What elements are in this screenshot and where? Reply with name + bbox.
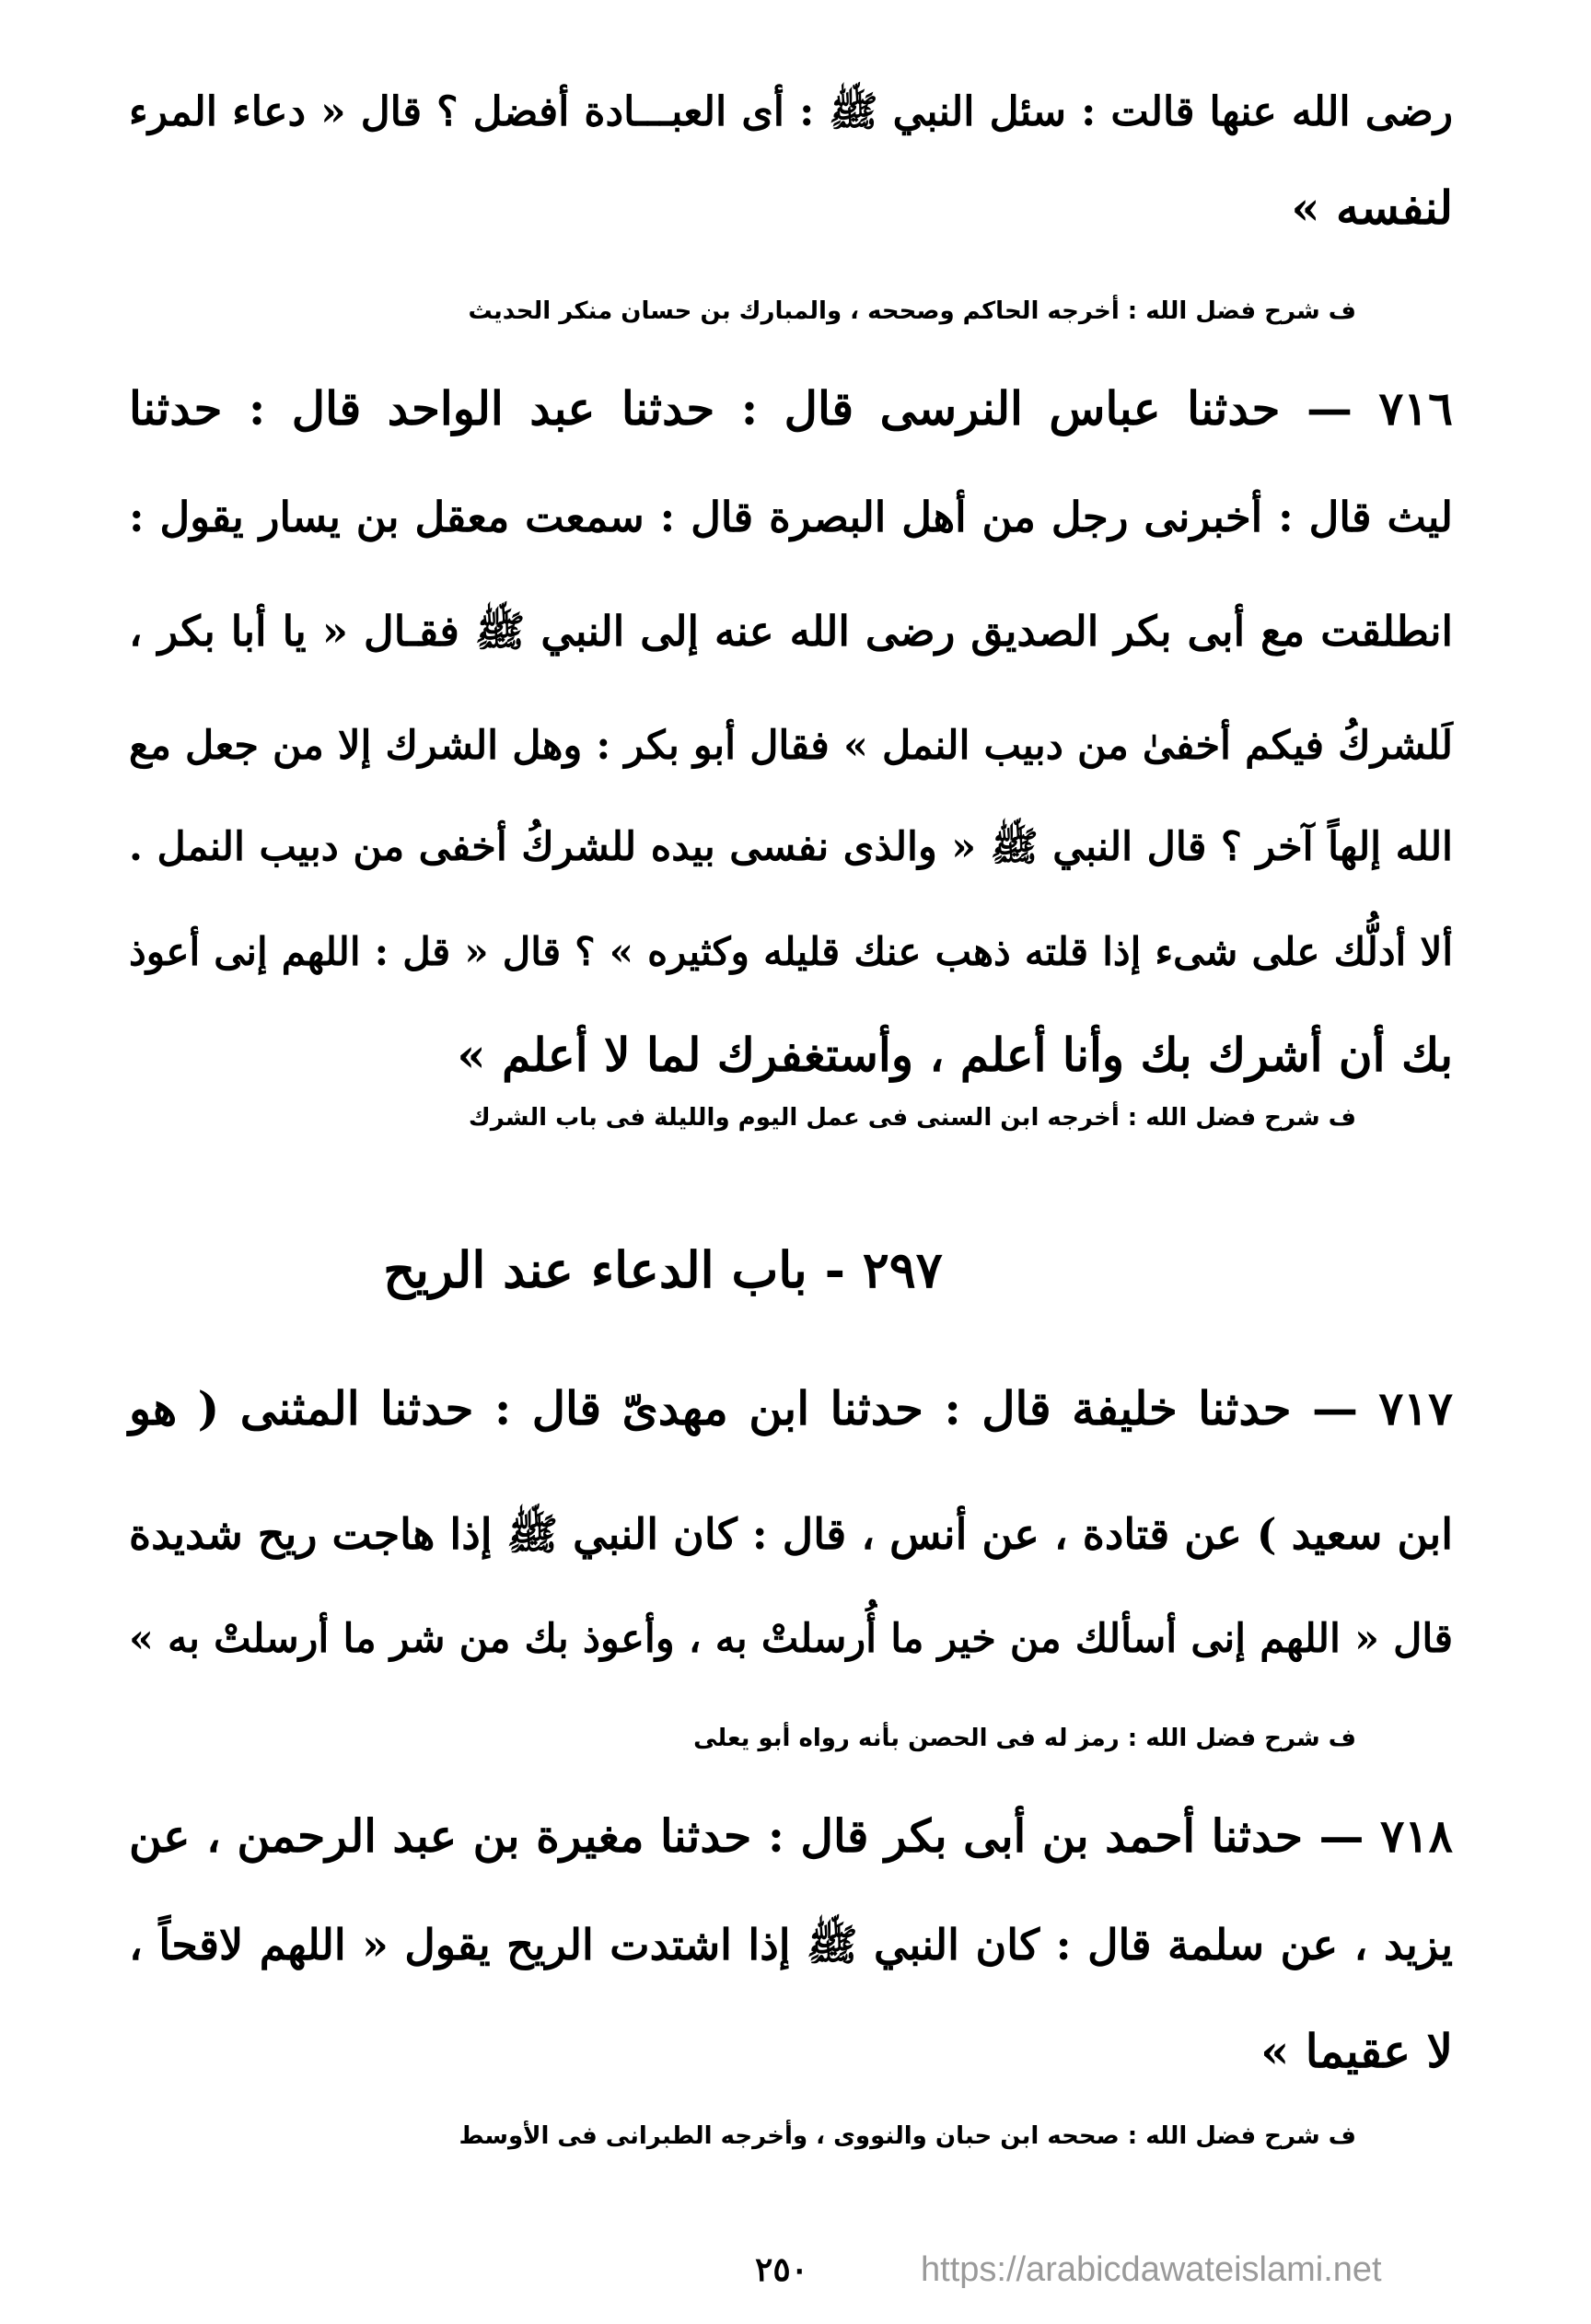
text-line: قال « اللهم إنى أسألك من خير ما أُرسلتْ به ، وأعوذ بك من شر ما أرسلتْ به »: [129, 1616, 1453, 1662]
text-line: بك أن أشرك بك وأنا أعلم ، وأستغفرك لما لا أعلم »: [457, 1028, 1453, 1082]
text-line: رضى الله عنها قالت : سئل النبي ﷺ : أى العبـــادة أفضل ؟ قال « دعاء المرء: [129, 88, 1453, 135]
hadith-718-start: ٧١٨ — حدثنا أحمد بن أبى بكر قال : حدثنا مغيرة بن عبد الرحمن ، عن: [129, 1809, 1453, 1863]
text-line: ليث قال : أخبرنى رجل من أهل البصرة قال : سمعت معقل بن يسار يقول :: [129, 493, 1453, 541]
page-number: ٢٥٠: [755, 2250, 809, 2289]
chapter-heading: ٢٩٧ - باب الدعاء عند الريح: [383, 1240, 943, 1299]
footnote: ف شرح فضل الله : صححه ابن حبان والنووى ، وأخرجه الطبرانى فى الأوسط: [459, 2122, 1356, 2150]
footnote: ف شرح فضل الله : رمز له فى الحصن بأنه رواه أبو يعلى: [693, 1725, 1356, 1752]
text-line: لنفسه »: [1291, 180, 1453, 235]
hadith-716-start: ٧١٦ — حدثنا عباس النرسى قال : حدثنا عبد الواحد قال : حدثنا: [129, 381, 1453, 436]
text-line: يزيد ، عن سلمة قال : كان النبي ﷺ إذا اشتدت الريح يقول « اللهم لاقحاً ،: [129, 1920, 1453, 1970]
watermark-url: https://arabicdawateislami.net: [921, 2250, 1382, 2289]
text-line: لا عقيما »: [1260, 2024, 1453, 2078]
text-line: انطلقت مع أبى بكر الصديق رضى الله عنه إلى النبي ﷺ فقـال « يا أبا بكر ،: [129, 607, 1453, 656]
footnote: ف شرح فضل الله : أخرجه الحاكم وصححه ، والمبارك بن حسان منكر الحديث: [468, 297, 1356, 325]
footnote: ف شرح فضل الله : أخرجه ابن السنى فى عمل اليوم والليلة فى باب الشرك: [468, 1104, 1356, 1132]
text-line: لَلشركُ فيكم أخفىٰ من دبيب النمل » فقال أبو بكر : وهل الشرك إلا من جعل مع: [129, 723, 1453, 769]
text-line: الله إلهاً آخر ؟ قال النبي ﷺ « والذى نفسى بيده للشركُ أخفى من دبيب النمل .: [129, 824, 1453, 870]
hadith-717-start: ٧١٧ — حدثنا خليفة قال : حدثنا ابن مهدىّ قال : حدثنا المثنى ( هو: [129, 1381, 1453, 1435]
text-line: ابن سعيد ) عن قتادة ، عن أنس ، قال : كان النبي ﷺ إذا هاجت ريح شديدة: [129, 1509, 1453, 1559]
text-line: ألا أدلُّك على شىء إذا قلته ذهب عنك قليله وكثيره » ؟ قال « قل : اللهم إنى أعوذ: [129, 929, 1453, 974]
